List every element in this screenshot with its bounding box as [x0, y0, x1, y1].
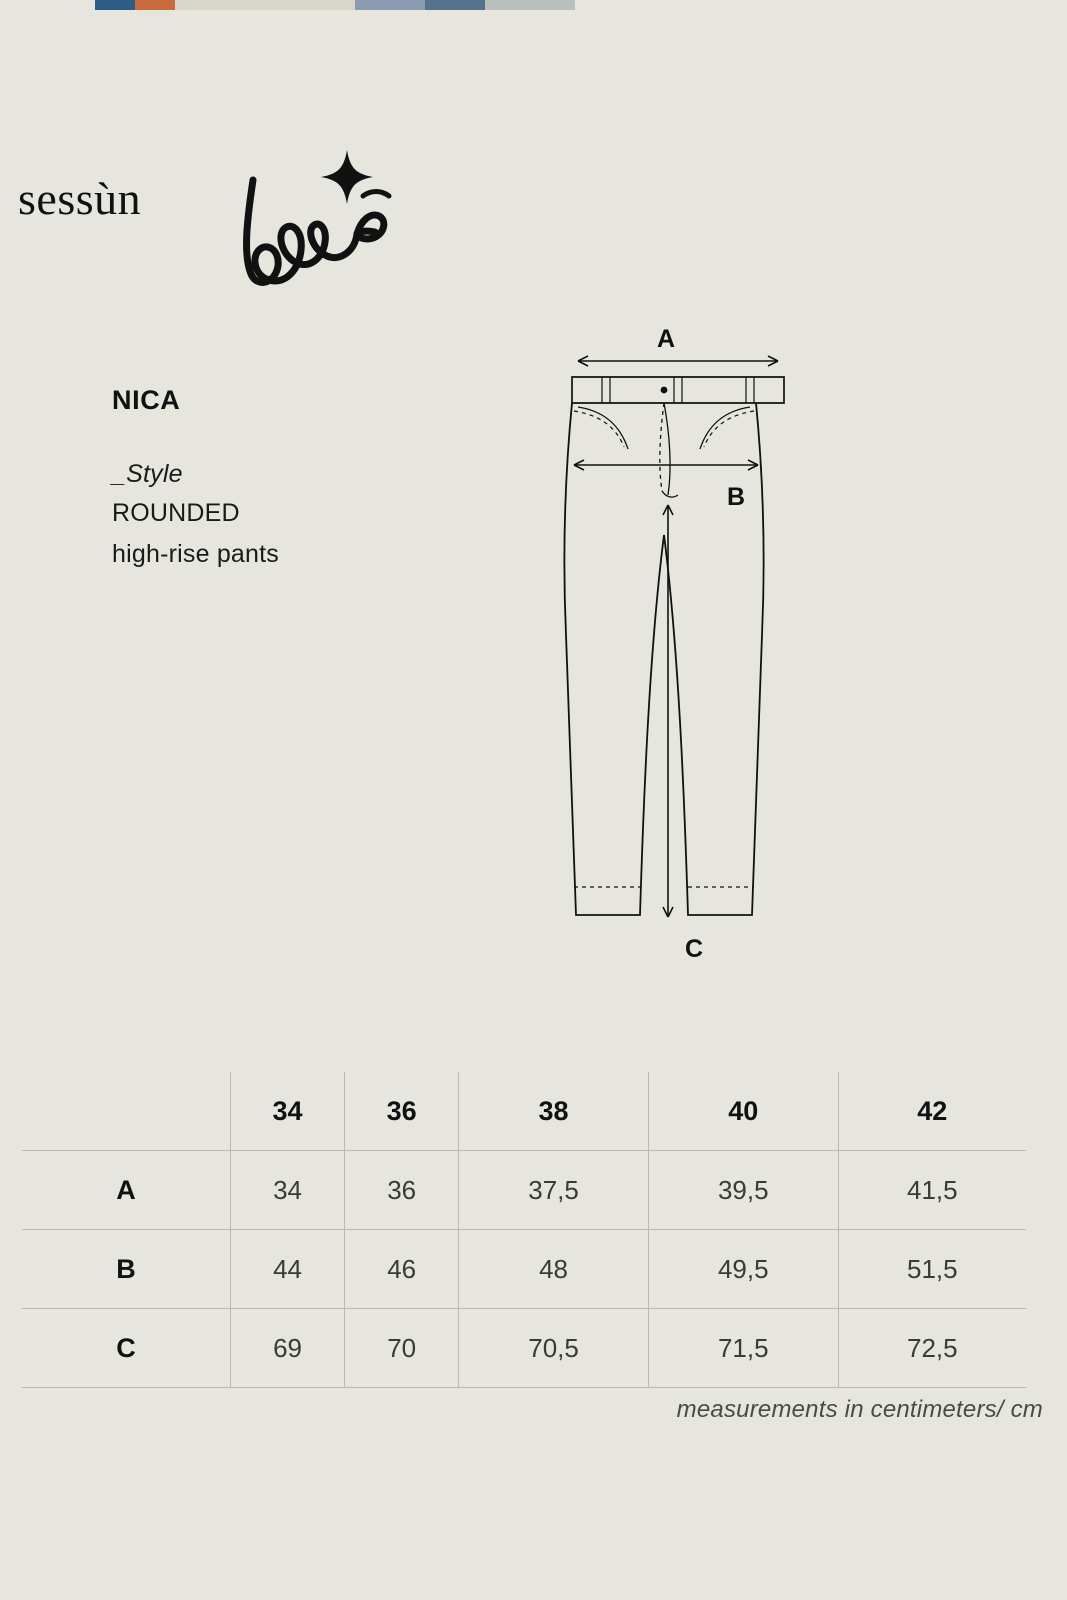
brand-wordmark: sessùn — [18, 173, 142, 224]
table-row — [22, 1151, 1026, 1230]
size-header-42: 42 — [838, 1072, 1026, 1151]
cell-c-38: 70,5 — [459, 1309, 649, 1388]
size-header-36: 36 — [345, 1072, 459, 1151]
measure-label-c: C — [684, 935, 704, 963]
cell-c-34: 69 — [231, 1309, 345, 1388]
cell-b-34: 44 — [231, 1230, 345, 1309]
style-line-2: high-rise pants — [112, 539, 279, 568]
cell-b-38: 48 — [459, 1230, 649, 1309]
table-row — [22, 1309, 1026, 1388]
cell-c-36: 70 — [345, 1309, 459, 1388]
strip-segment — [575, 0, 1067, 10]
measure-label-b: B — [726, 483, 746, 511]
cell-b-42: 51,5 — [838, 1230, 1026, 1309]
table-corner-cell — [22, 1072, 231, 1151]
strip-segment — [95, 0, 135, 10]
row-label-a: A — [22, 1151, 231, 1230]
row-label-b: B — [22, 1230, 231, 1309]
style-line-1: ROUNDED — [112, 499, 240, 527]
table-header-row — [22, 1072, 1026, 1151]
brand-script-logo — [223, 150, 423, 305]
measure-label-a: A — [656, 325, 676, 353]
cell-a-36: 36 — [345, 1151, 459, 1230]
pants-technical-drawing — [540, 315, 840, 975]
strip-segment — [135, 0, 175, 10]
page-title: NICA — [112, 385, 181, 415]
strip-segment — [485, 0, 575, 10]
size-header-40: 40 — [648, 1072, 838, 1151]
top-color-strip — [0, 0, 1067, 10]
cell-a-40: 39,5 — [648, 1151, 838, 1230]
brand-lockup — [18, 130, 438, 270]
size-table — [22, 1072, 1026, 1388]
cell-c-40: 71,5 — [648, 1309, 838, 1388]
cell-c-42: 72,5 — [838, 1309, 1026, 1388]
cell-a-34: 34 — [231, 1151, 345, 1230]
strip-segment — [355, 0, 425, 10]
cell-b-36: 46 — [345, 1230, 459, 1309]
style-label: _Style — [112, 460, 183, 488]
strip-segment — [0, 0, 95, 10]
strip-segment — [175, 0, 355, 10]
measurement-unit-note: measurements in centimeters/ cm — [676, 1396, 1043, 1423]
size-header-34: 34 — [231, 1072, 345, 1151]
cell-b-40: 49,5 — [648, 1230, 838, 1309]
table-row — [22, 1230, 1026, 1309]
size-header-38: 38 — [459, 1072, 649, 1151]
product-info — [112, 385, 452, 574]
cell-a-38: 37,5 — [459, 1151, 649, 1230]
cell-a-42: 41,5 — [838, 1151, 1026, 1230]
strip-segment — [425, 0, 485, 10]
row-label-c: C — [22, 1309, 231, 1388]
